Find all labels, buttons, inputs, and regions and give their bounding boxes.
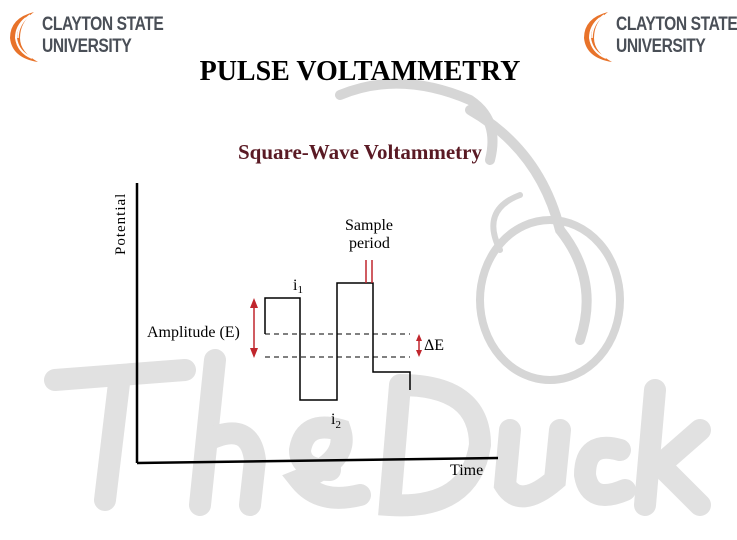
i1-main: i [293,277,298,294]
logo-line-2: UNIVERSITY [616,36,706,57]
logo-line-1: CLAYTON STATE [42,14,164,35]
i2-label [331,411,341,431]
delta-e-arrow-up-icon [416,334,422,341]
delta-e-arrow-down-icon [416,350,422,357]
sample-period-label-1: Sample [345,217,393,234]
amplitude-arrow-up-icon [250,298,258,308]
slide-subtitle: Square-Wave Voltammetry [237,140,482,164]
logo-line-1: CLAYTON STATE [616,14,737,35]
slide-title: PULSE VOLTAMMETRY [199,56,521,87]
i1-subscript: 1 [297,284,303,296]
i2-subscript: 2 [335,419,341,431]
amplitude-arrow-down-icon [250,348,258,358]
i2-main: i [331,411,336,428]
x-axis [137,458,498,463]
sample-period-label-2: period [349,235,390,252]
square-wave [265,283,410,400]
delta-e-label: ΔE [424,337,445,354]
amplitude-label: Amplitude (E) [147,324,240,341]
i1-label [293,277,303,296]
y-axis-label: Potential [113,192,129,255]
x-axis-label: Time [450,462,484,479]
logo-line-2: UNIVERSITY [42,36,132,57]
